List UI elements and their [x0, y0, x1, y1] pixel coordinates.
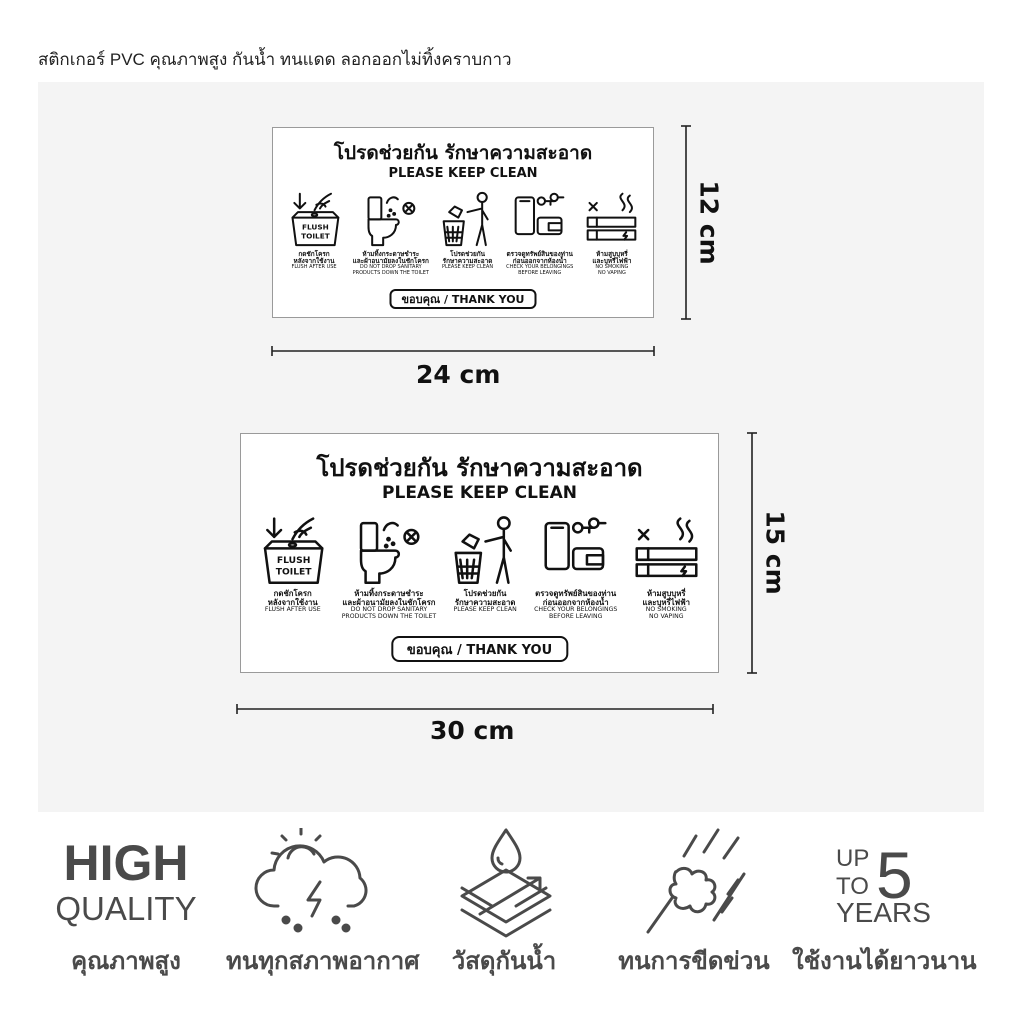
sign-item	[506, 190, 573, 276]
sign-item	[258, 514, 327, 621]
sign-item	[584, 190, 639, 276]
item-en-line2: PRODUCTS DOWN THE TOILET	[352, 269, 429, 276]
item-th-line2: ก่อนออกจากห้องน้ำ	[542, 597, 609, 607]
sign-item	[342, 514, 436, 621]
feature-waterproof	[414, 828, 594, 1018]
belongings-icon	[512, 190, 567, 247]
feature-label: ทนการขีดข่วน	[618, 947, 770, 975]
sign-item	[440, 190, 495, 276]
sign-title-th: โปรดช่วยกัน รักษาความสะอาด	[333, 142, 593, 164]
high-quality-icon	[36, 828, 216, 938]
sign-small	[272, 127, 654, 318]
item-th-line2: และบุหรี่ไฟฟ้า	[592, 257, 632, 266]
sign-item	[287, 190, 342, 276]
sign-item	[632, 514, 701, 621]
item-en-line1: FLUSH AFTER USE	[291, 264, 337, 271]
item-th-line1: ห้ามทิ้งกระดาษชำระ	[362, 250, 420, 258]
item-th-line2: ก่อนออกจากห้องน้ำ	[512, 257, 567, 266]
feature-five-years	[792, 828, 977, 1018]
item-en-line1: DO NOT DROP SANITARY	[350, 606, 428, 614]
sign-large	[240, 433, 719, 673]
item-en-line2: BEFORE LEAVING	[518, 269, 562, 276]
toilet-box-text: TOILET	[275, 566, 312, 578]
waterproof-icon	[414, 828, 594, 938]
feature-weather	[226, 828, 420, 1018]
no-tissue-toilet-icon	[363, 190, 418, 247]
page-title: สติกเกอร์ PVC คุณภาพสูง กันน้ำ ทนแดด ลอกออกไม่ทิ้งคราบกาว	[38, 50, 512, 69]
toilet-box-text: TOILET	[300, 231, 330, 241]
no-smoking-icon	[584, 190, 639, 247]
feature-high-quality	[36, 828, 216, 1018]
flush-toilet-icon	[258, 514, 327, 585]
item-th-line1: โปรดช่วยกัน	[450, 250, 485, 258]
item-th-line1: กดชักโครก	[298, 250, 330, 258]
item-th-line1: ห้ามทิ้งกระดาษชำระ	[354, 589, 424, 598]
item-en-line2: NO VAPING	[597, 269, 626, 276]
sign-title-en: PLEASE KEEP CLEAN	[388, 166, 538, 181]
five-years-icon	[792, 828, 972, 938]
feature-label: คุณภาพสูง	[71, 947, 181, 975]
sign-title-th: โปรดช่วยกัน รักษาความสะอาด	[316, 454, 643, 482]
feature-label: ใช้งานได้ยาวนาน	[792, 947, 977, 975]
sign-item	[353, 190, 429, 276]
trash-bin-icon	[440, 190, 495, 247]
item-en-line1: FLUSH AFTER USE	[264, 606, 321, 614]
item-th-line2: และบุหรี่ไฟฟ้า	[642, 597, 691, 607]
item-en-line1: CHECK YOUR BELONGINGS	[506, 264, 574, 271]
sign-icons-row	[241, 514, 718, 621]
item-th-line2: หลังจากใช้งาน	[267, 597, 318, 607]
belongings-icon	[541, 514, 610, 585]
small-height-label: 12 cm	[694, 180, 724, 265]
item-th-line1: กดชักโครก	[273, 589, 312, 598]
trash-bin-icon	[451, 514, 520, 585]
years-text: YEARS	[836, 897, 931, 928]
sign-item	[451, 514, 520, 621]
large-width-label: 30 cm	[430, 716, 515, 745]
item-en-line1: PLEASE KEEP CLEAN	[453, 606, 517, 614]
item-en-line1: CHECK YOUR BELONGINGS	[534, 606, 618, 614]
feature-scratch	[604, 828, 784, 1018]
no-tissue-toilet-icon	[354, 514, 423, 585]
scratch-resistant-icon	[604, 828, 784, 938]
sign-title-en: PLEASE KEEP CLEAN	[382, 483, 577, 503]
item-en-line1: DO NOT DROP SANITARY	[359, 264, 422, 271]
to-text: TO	[836, 873, 869, 900]
up-text: UP	[836, 845, 870, 872]
large-height-label: 15 cm	[760, 510, 790, 595]
item-th-line2: รักษาความสะอาด	[442, 257, 493, 266]
thank-you-badge: ขอบคุณ / THANK YOU	[390, 289, 537, 309]
item-en-line2: NO VAPING	[649, 612, 684, 620]
feature-label: ทนทุกสภาพอากาศ	[226, 947, 420, 975]
item-th-line2: และผ้าอนามัยลงในชักโครก	[352, 257, 429, 266]
sign-item	[534, 514, 617, 621]
flush-box-text: FLUSH	[277, 555, 311, 567]
feature-label: วัสดุกันน้ำ	[451, 947, 557, 975]
no-smoking-icon	[632, 514, 701, 585]
item-th-line1: โปรดช่วยกัน	[463, 589, 507, 598]
quality-text: QUALITY	[55, 890, 197, 927]
item-th-line2: รักษาความสะอาด	[454, 597, 516, 607]
weather-icon	[226, 828, 406, 938]
flush-box-text: FLUSH	[301, 222, 329, 232]
high-text: HIGH	[63, 835, 189, 891]
item-th-line2: หลังจากใช้งาน	[293, 257, 335, 266]
item-th-line1: ตรวจดูทรัพย์สินของท่าน	[506, 250, 573, 258]
flush-toilet-icon	[287, 190, 342, 247]
item-th-line2: และผ้าอนามัยลงในชักโครก	[342, 597, 436, 607]
sign-icons-row	[273, 190, 653, 276]
item-en-line2: BEFORE LEAVING	[548, 612, 603, 620]
item-th-line1: ห้ามสูบบุหรี่	[596, 250, 628, 258]
item-en-line1: NO SMOKING	[595, 264, 629, 271]
item-th-line1: ตรวจดูทรัพย์สินของท่าน	[535, 589, 617, 598]
item-en-line2: PRODUCTS DOWN THE TOILET	[341, 612, 437, 620]
item-th-line1: ห้ามสูบบุหรี่	[646, 589, 686, 598]
thank-you-badge: ขอบคุณ / THANK YOU	[391, 636, 568, 662]
item-en-line1: PLEASE KEEP CLEAN	[441, 264, 494, 271]
small-width-label: 24 cm	[416, 360, 501, 389]
item-en-line1: NO SMOKING	[645, 606, 687, 614]
five-text: 5	[876, 838, 913, 912]
